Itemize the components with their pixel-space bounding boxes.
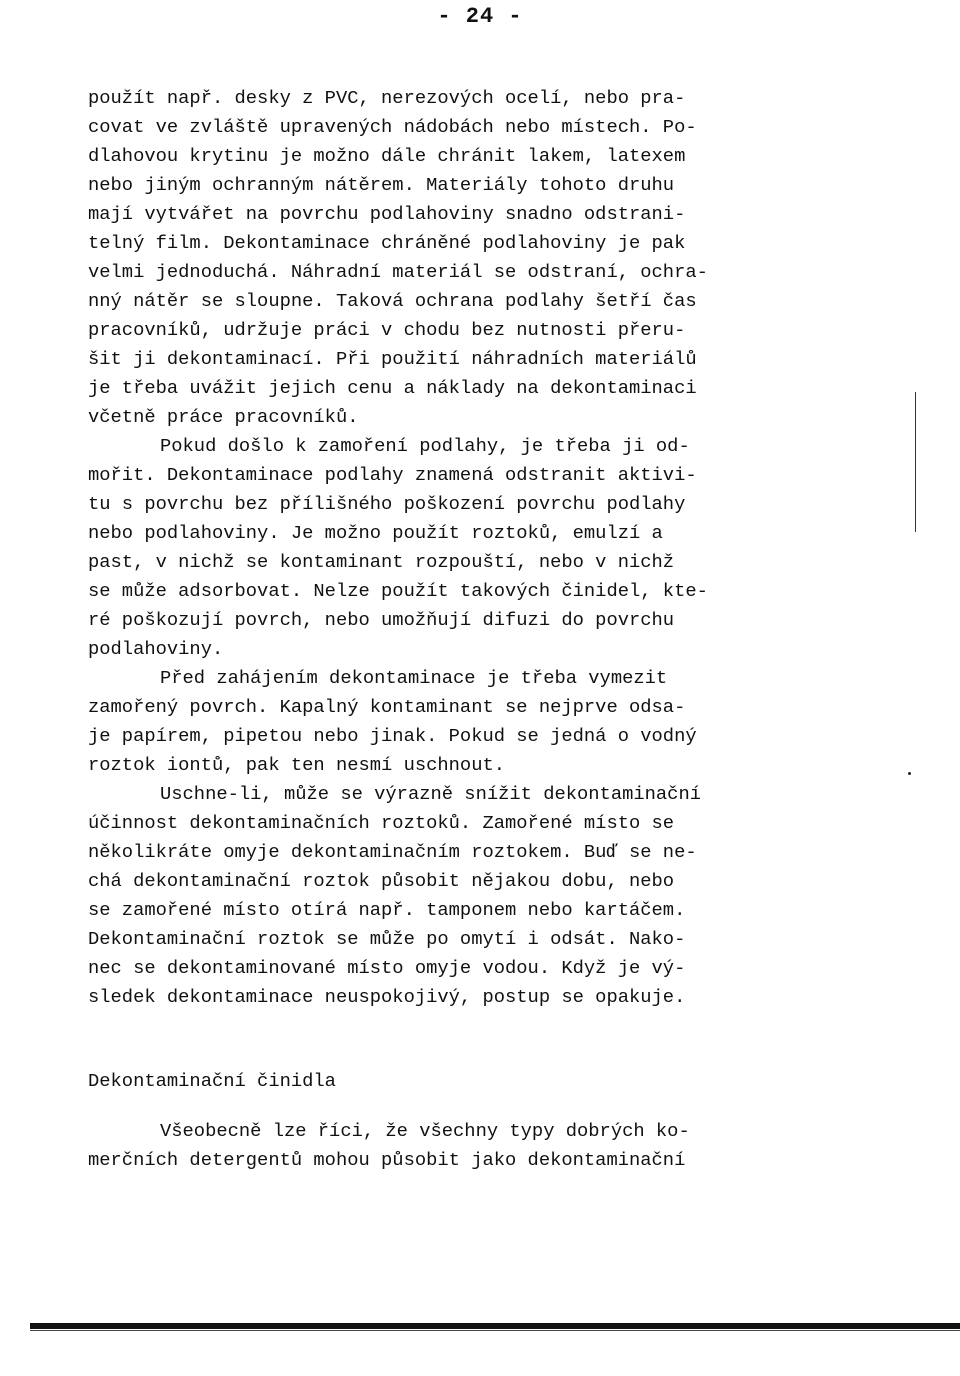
text-line: včetně práce pracovníků. (88, 406, 359, 428)
text-line: Dekontaminační roztok se může po omytí i odsát. Nako- (88, 928, 686, 950)
bottom-rule (30, 1323, 960, 1329)
text-line: se zamořené místo otírá např. tamponem nebo kartáčem. (88, 899, 686, 921)
text-line: ré poškozují povrch, nebo umožňují difuzi do povrchu (88, 609, 675, 631)
text-line: nebo podlahoviny. Je možno použít roztoků, emulzí a (88, 522, 663, 544)
text-line: je třeba uvážit jejich cenu a náklady na dekontaminaci (88, 377, 697, 399)
text-line: účinnost dekontaminačních roztoků. Zamořené místo se (88, 812, 675, 834)
text-line: Před zahájením dekontaminace je třeba vymezit (160, 667, 668, 689)
text-line: se může adsorbovat. Nelze použít takových činidel, kte- (88, 580, 708, 602)
text-line: nebo jiným ochranným nátěrem. Materiály tohoto druhu (88, 174, 675, 196)
margin-mark (915, 392, 916, 532)
text-line: velmi jednoduchá. Náhradní materiál se odstraní, ochra- (88, 261, 708, 283)
text-line: sledek dekontaminace neuspokojivý, postup se opakuje. (88, 986, 686, 1008)
text-line: podlahoviny. (88, 638, 224, 660)
text-line: chá dekontaminační roztok působit nějakou dobu, nebo (88, 870, 675, 892)
text-line: Pokud došlo k zamoření podlahy, je třeba ji od- (160, 435, 690, 457)
text-line: nný nátěr se sloupne. Taková ochrana podlahy šetří čas (88, 290, 697, 312)
text-line: několikráte omyje dekontaminačním roztokem. Buď se ne- (88, 841, 697, 863)
text-line: šit ji dekontaminací. Při použití náhradních materiálů (88, 348, 697, 370)
text-line: je papírem, pipetou nebo jinak. Pokud se jedná o vodný (88, 725, 697, 747)
text-line: dlahovou krytinu je možno dále chránit lakem, latexem (88, 145, 686, 167)
text-line: pracovníků, udržuje práci v chodu bez nutnosti přeru- (88, 319, 686, 341)
text-line: roztok iontů, pak ten nesmí uschnout. (88, 754, 506, 776)
text-line: past, v nichž se kontaminant rozpouští, nebo v nichž (88, 551, 675, 573)
text-line: mořit. Dekontaminace podlahy znamená odstranit aktivi- (88, 464, 697, 486)
text-line: merčních detergentů mohou působit jako dekontaminační (88, 1149, 686, 1171)
text-line: covat ve zvláště upravených nádobách nebo místech. Po- (88, 116, 697, 138)
page-number: - 24 - (437, 4, 523, 29)
text-line: tu s povrchu bez přílišného poškození povrchu podlahy (88, 493, 686, 515)
speck-mark (908, 772, 911, 775)
text-line: telný film. Dekontaminace chráněné podlahoviny je pak (88, 232, 686, 254)
text-line: nec se dekontaminované místo omyje vodou. Když je vý- (88, 957, 686, 979)
text-line: Uschne-li, může se výrazně snížit dekontaminační (160, 783, 701, 805)
section-heading: Dekontaminační činidla (88, 1070, 336, 1092)
text-line: zamořený povrch. Kapalný kontaminant se nejprve odsa- (88, 696, 686, 718)
text-line: použít např. desky z PVC, nerezových ocelí, nebo pra- (88, 87, 686, 109)
bottom-rule-shadow (30, 1330, 960, 1331)
text-line: Všeobecně lze říci, že všechny typy dobrých ko- (160, 1120, 690, 1142)
text-line: mají vytvářet na povrchu podlahoviny snadno odstrani- (88, 203, 686, 225)
